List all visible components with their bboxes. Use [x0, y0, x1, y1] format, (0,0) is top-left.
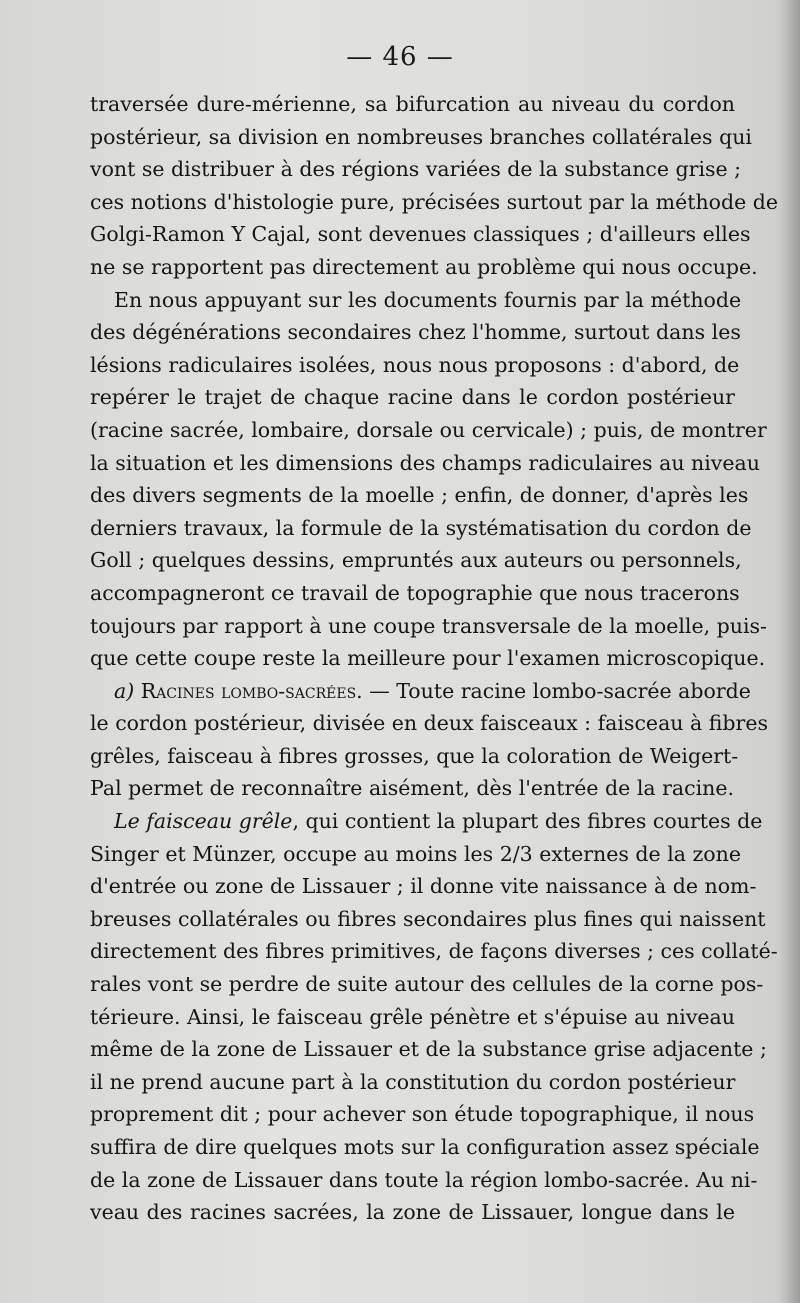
- text-line: le cordon postérieur, divisée en deux faisceaux : faisceau à fibres: [90, 711, 768, 736]
- text-line: accompagneront ce travail de topographie que nous tracerons: [90, 580, 740, 605]
- text-line: ces notions d'histologie pure, précisées surtout par la méthode de: [90, 189, 779, 214]
- text-line: rales vont se perdre de suite autour des cellules de la corne pos-: [90, 972, 764, 997]
- text-line: Goll ; quelques dessins, empruntés aux auteurs ou personnels,: [90, 548, 742, 573]
- text-line: vont se distribuer à des régions variées de la substance grise ;: [90, 157, 742, 182]
- text-line: repérer le trajet de chaque racine dans le cordon postérieur: [90, 385, 735, 410]
- text-line: toujours par rapport à une coupe transversale de la moelle, puis-: [90, 613, 767, 638]
- line-rest: , qui contient la plupart des fibres courtes de: [292, 809, 763, 834]
- section-letter: a): [114, 678, 141, 703]
- text-line: (racine sacrée, lombaire, dorsale ou cervicale) ; puis, de montrer: [90, 417, 767, 442]
- text-line: lésions radiculaires isolées, nous nous proposons : d'abord, de: [90, 352, 740, 377]
- text-line: veau des racines sacrées, la zone de Lissauer, longue dans le: [90, 1200, 735, 1225]
- text-line: d'entrée ou zone de Lissauer ; il donne vite naissance à de nom-: [90, 874, 757, 899]
- text-line: suffira de dire quelques mots sur la configuration assez spéciale: [90, 1135, 760, 1159]
- text-line: des divers segments de la moelle ; enfin, de donner, d'après les: [90, 483, 749, 508]
- section-heading: Racines lombo-sacrées.: [140, 678, 363, 703]
- text-line: des dégénérations secondaires chez l'homme, surtout dans les: [90, 320, 741, 345]
- text-line: breuses collatérales ou fibres secondaires plus fines qui naissent: [90, 906, 766, 931]
- text-line: ne se rapportent pas directement au problème qui nous occupe.: [90, 254, 758, 279]
- text-line: postérieur, sa division en nombreuses branches collatérales qui: [90, 124, 752, 149]
- text-line: [90, 675, 751, 708]
- text-line: Golgi-Ramon Y Cajal, sont devenues classiques ; d'ailleurs elles: [90, 222, 751, 247]
- section-heading-text: — Toute racine lombo-sacrée aborde: [362, 678, 751, 703]
- text-line: traversée dure-mérienne, sa bifurcation au niveau du cordon: [90, 92, 735, 116]
- text-line: proprement dit ; pour achever son étude topographique, il nous: [90, 1102, 755, 1127]
- text-line: directement des fibres primitives, de façons diverses ; ces collaté-: [90, 939, 778, 964]
- text-line: grêles, faisceau à fibres grosses, que la coloration de Weigert-: [90, 743, 739, 768]
- text-line: térieure. Ainsi, le faisceau grêle pénètre et s'épuise au niveau: [90, 1004, 735, 1029]
- italic-term: Le faisceau grêle: [114, 809, 293, 834]
- text-line: En nous appuyant sur les documents fournis par la méthode: [114, 287, 742, 312]
- text-line: derniers travaux, la formule de la systématisation du cordon de: [90, 515, 752, 540]
- body-text: [90, 88, 779, 1229]
- text-line: [90, 805, 763, 838]
- text-line: Singer et Münzer, occupe au moins les 2/3 externes de la zone: [90, 841, 741, 866]
- text-line: la situation et les dimensions des champs radiculaires au niveau: [90, 450, 760, 475]
- text-line: même de la zone de Lissauer et de la substance grise adjacente ;: [90, 1037, 767, 1062]
- text-line: Pal permet de reconnaître aisément, dès l'entrée de la racine.: [90, 776, 735, 801]
- text-line: il ne prend aucune part à la constitution du cordon postérieur: [90, 1069, 736, 1094]
- text-line: que cette coupe reste la meilleure pour l'examen microscopique.: [90, 646, 766, 671]
- page-number: — 46 —: [346, 42, 454, 72]
- page-edge-shadow: [778, 0, 800, 1303]
- text-line: de la zone de Lissauer dans toute la région lombo-sacrée. Au ni-: [90, 1167, 758, 1192]
